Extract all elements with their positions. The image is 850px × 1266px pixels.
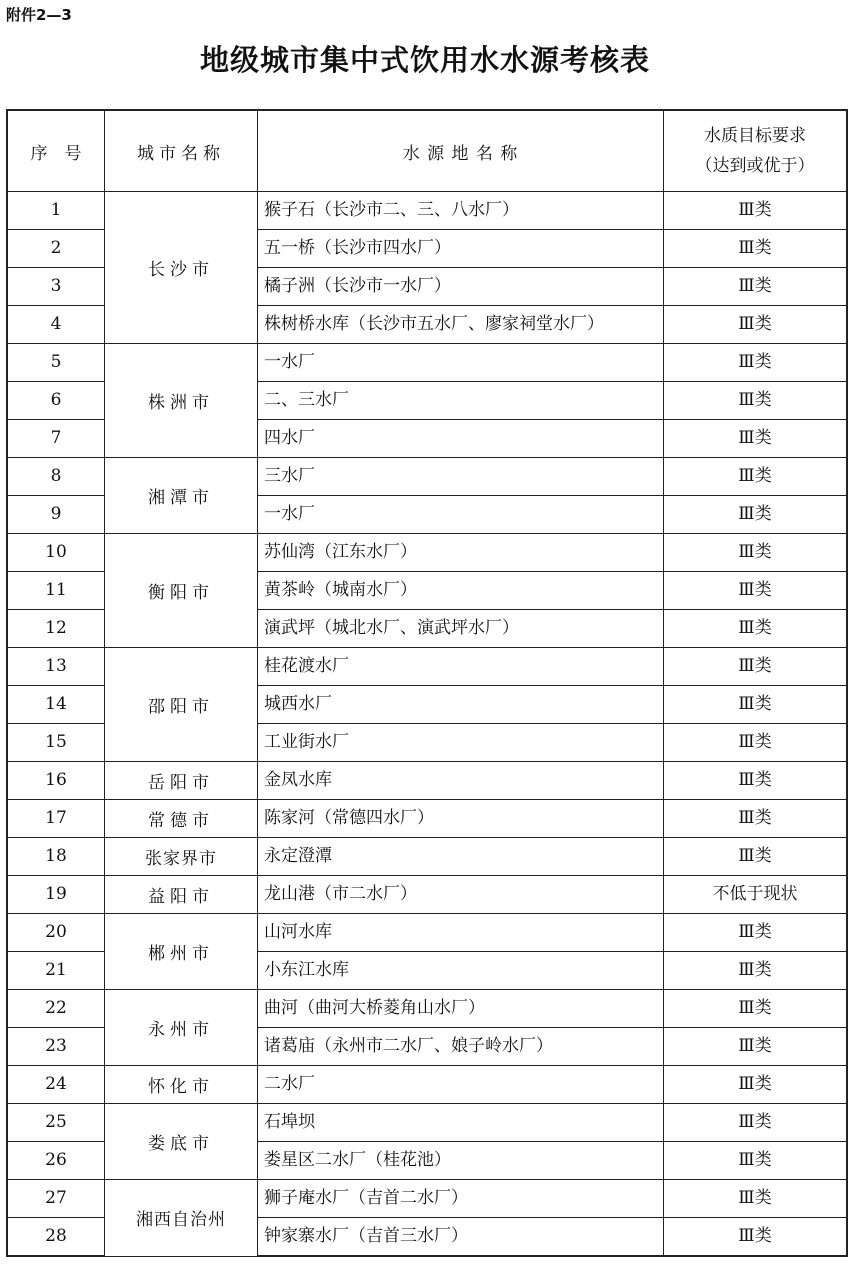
cell-source: 金凤水库 (258, 762, 664, 800)
cell-requirement: Ⅲ类 (664, 838, 848, 876)
cell-requirement: Ⅲ类 (664, 952, 848, 990)
cell-requirement: Ⅲ类 (664, 648, 848, 686)
cell-city: 永州市 (105, 990, 258, 1066)
cell-no: 1 (7, 192, 105, 230)
cell-requirement: Ⅲ类 (664, 800, 848, 838)
cell-source: 五一桥（长沙市四水厂） (258, 230, 664, 268)
cell-city: 常德市 (105, 800, 258, 838)
cell-requirement: Ⅲ类 (664, 1142, 848, 1180)
cell-requirement: Ⅲ类 (664, 724, 848, 762)
cell-no: 6 (7, 382, 105, 420)
cell-source: 陈家河（常德四水厂） (258, 800, 664, 838)
cell-source: 二水厂 (258, 1066, 664, 1104)
cell-no: 28 (7, 1218, 105, 1257)
table-row (7, 1104, 847, 1142)
table-row (7, 876, 847, 914)
cell-source: 曲河（曲河大桥菱角山水厂） (258, 990, 664, 1028)
cell-no: 14 (7, 686, 105, 724)
cell-no: 24 (7, 1066, 105, 1104)
table-header-row (7, 110, 847, 192)
cell-source: 小东江水库 (258, 952, 664, 990)
cell-city: 衡阳市 (105, 534, 258, 648)
cell-source: 城西水厂 (258, 686, 664, 724)
cell-requirement: Ⅲ类 (664, 990, 848, 1028)
cell-requirement: Ⅲ类 (664, 572, 848, 610)
cell-no: 10 (7, 534, 105, 572)
cell-source: 二、三水厂 (258, 382, 664, 420)
cell-requirement: Ⅲ类 (664, 458, 848, 496)
table-body (7, 192, 847, 1257)
table-row (7, 914, 847, 952)
cell-source: 石埠坝 (258, 1104, 664, 1142)
page-title: 地级城市集中式饮用水水源考核表 (199, 43, 650, 77)
cell-source: 苏仙湾（江东水厂） (258, 534, 664, 572)
cell-requirement: Ⅲ类 (664, 686, 848, 724)
cell-requirement: Ⅲ类 (664, 1180, 848, 1218)
cell-requirement: Ⅲ类 (664, 1028, 848, 1066)
cell-requirement: Ⅲ类 (664, 420, 848, 458)
cell-city: 湘潭市 (105, 458, 258, 534)
cell-source: 钟家寨水厂（吉首三水厂） (258, 1218, 664, 1257)
table-row (7, 762, 847, 800)
cell-no: 26 (7, 1142, 105, 1180)
cell-requirement: Ⅲ类 (664, 496, 848, 534)
cell-no: 23 (7, 1028, 105, 1066)
cell-requirement: Ⅲ类 (664, 230, 848, 268)
cell-source: 狮子庵水厂（吉首二水厂） (258, 1180, 664, 1218)
cell-source: 诸葛庙（永州市二水厂、娘子岭水厂） (258, 1028, 664, 1066)
cell-source: 三水厂 (258, 458, 664, 496)
attachment-label: 附件2—3 (6, 6, 72, 24)
cell-no: 19 (7, 876, 105, 914)
water-source-table (6, 109, 848, 1257)
table-row (7, 1066, 847, 1104)
cell-city: 益阳市 (105, 876, 258, 914)
cell-source: 一水厂 (258, 344, 664, 382)
cell-source: 永定澄潭 (258, 838, 664, 876)
table-row (7, 648, 847, 686)
cell-no: 11 (7, 572, 105, 610)
cell-no: 13 (7, 648, 105, 686)
table-row (7, 990, 847, 1028)
table-row (7, 534, 847, 572)
cell-source: 山河水库 (258, 914, 664, 952)
cell-source: 黄茶岭（城南水厂） (258, 572, 664, 610)
cell-city: 郴州市 (105, 914, 258, 990)
cell-source: 演武坪（城北水厂、演武坪水厂） (258, 610, 664, 648)
cell-requirement: Ⅲ类 (664, 344, 848, 382)
header-requirement (664, 110, 848, 192)
cell-requirement: Ⅲ类 (664, 382, 848, 420)
table-row (7, 344, 847, 382)
header-requirement-line2: （达到或优于） (695, 156, 815, 176)
cell-source: 龙山港（市二水厂） (258, 876, 664, 914)
table-row (7, 1180, 847, 1218)
cell-no: 5 (7, 344, 105, 382)
cell-city: 长沙市 (105, 192, 258, 344)
cell-city: 岳阳市 (105, 762, 258, 800)
cell-no: 4 (7, 306, 105, 344)
cell-no: 8 (7, 458, 105, 496)
cell-no: 7 (7, 420, 105, 458)
header-requirement-line1: 水质目标要求 (704, 126, 806, 146)
cell-no: 27 (7, 1180, 105, 1218)
cell-no: 17 (7, 800, 105, 838)
cell-no: 15 (7, 724, 105, 762)
cell-city: 怀化市 (105, 1066, 258, 1104)
cell-requirement: 不低于现状 (664, 876, 848, 914)
cell-no: 2 (7, 230, 105, 268)
cell-no: 18 (7, 838, 105, 876)
cell-no: 21 (7, 952, 105, 990)
table-row (7, 192, 847, 230)
table-row (7, 800, 847, 838)
cell-city: 湘西自治州 (105, 1180, 258, 1257)
cell-source: 猴子石（长沙市二、三、八水厂） (258, 192, 664, 230)
cell-no: 16 (7, 762, 105, 800)
cell-requirement: Ⅲ类 (664, 268, 848, 306)
cell-no: 9 (7, 496, 105, 534)
cell-requirement: Ⅲ类 (664, 1218, 848, 1257)
table-row (7, 838, 847, 876)
cell-source: 娄星区二水厂（桂花池） (258, 1142, 664, 1180)
cell-requirement: Ⅲ类 (664, 1104, 848, 1142)
cell-city: 娄底市 (105, 1104, 258, 1180)
cell-source: 一水厂 (258, 496, 664, 534)
cell-city: 邵阳市 (105, 648, 258, 762)
cell-requirement: Ⅲ类 (664, 306, 848, 344)
cell-source: 四水厂 (258, 420, 664, 458)
cell-requirement: Ⅲ类 (664, 762, 848, 800)
cell-source: 工业街水厂 (258, 724, 664, 762)
cell-requirement: Ⅲ类 (664, 1066, 848, 1104)
cell-source: 株树桥水库（长沙市五水厂、廖家祠堂水厂） (258, 306, 664, 344)
header-source: 水 源 地 名 称 (258, 110, 664, 192)
cell-city: 株洲市 (105, 344, 258, 458)
cell-requirement: Ⅲ类 (664, 610, 848, 648)
cell-no: 12 (7, 610, 105, 648)
cell-source: 桂花渡水厂 (258, 648, 664, 686)
cell-no: 22 (7, 990, 105, 1028)
cell-no: 20 (7, 914, 105, 952)
cell-requirement: Ⅲ类 (664, 192, 848, 230)
cell-no: 3 (7, 268, 105, 306)
cell-requirement: Ⅲ类 (664, 534, 848, 572)
cell-city: 张家界市 (105, 838, 258, 876)
cell-requirement: Ⅲ类 (664, 914, 848, 952)
cell-source: 橘子洲（长沙市一水厂） (258, 268, 664, 306)
cell-no: 25 (7, 1104, 105, 1142)
header-city: 城市名称 (105, 110, 258, 192)
header-no: 序 号 (7, 110, 105, 192)
table-row (7, 458, 847, 496)
